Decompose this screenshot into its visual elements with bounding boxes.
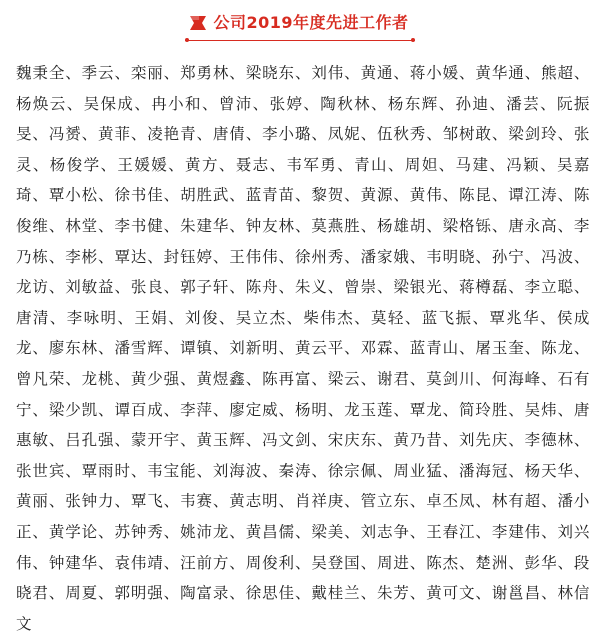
- award-names-list: 魏秉全、季云、栾丽、郑勇林、梁晓东、刘伟、黄通、蒋小媛、黄华通、熊超、杨焕云、吴保成、冉小和、曾沛、张婷、陶秋林、杨东辉、孙迪、潘芸、阮振旻、冯赟、黄菲、凌艳青、唐倩、李小璐、凤妮、伍秋秀、邹树敢、梁剑玲、张灵、杨俊学、王媛媛、黄方、聂志、韦军勇、青山、周妲、马建、冯颖、吴嘉琦、覃小松、徐书佳、胡胜武、蓝青苗、黎贺、黄源、黄伟、陈昆、谭江涛、陈俊维、林堂、李书健、朱建华、钟友林、莫燕胜、杨雄胡、梁格铄、唐永高、李乃栋、李彬、覃达、封钰婷、王伟伟、徐州秀、潘家娥、韦明晓、孙宁、冯波、龙访、刘敏益、张良、郭子轩、陈舟、朱义、曾崇、梁银光、蒋樽磊、李立聪、唐清、李咏明、王娟、刘俊、吴立杰、柴伟杰、莫轻、蓝飞振、覃兆华、侯成龙、廖东林、潘雪辉、谭镇、刘新明、黄云平、邓霖、蓝青山、屠玉奎、陈龙、曾凡荣、龙桃、黄少强、黄煜鑫、陈再富、梁云、谢君、莫剑川、何海峰、石有宁、梁少凯、谭百成、李萍、廖定威、杨明、龙玉莲、覃龙、简玲胜、吴炜、唐惠敏、吕孔强、蒙开宇、黄玉辉、冯文剑、宋庆东、黄乃昔、刘先庆、李德林、张世宾、覃雨时、韦宝能、刘海波、秦涛、徐宗佩、周业猛、潘海冠、杨天华、黄丽、张钟力、覃飞、韦赛、黄志明、肖祥庚、管立东、卓丕凤、林有超、潘小正、黄学论、苏钟秀、姚沛龙、黄昌儒、梁美、刘志争、王春江、李建伟、刘兴伟、钟建华、袁伟靖、汪前方、周俊利、吴登国、周进、陈杰、楚洲、彭华、段晓君、周夏、郭明强、陶富录、徐思佳、戴桂兰、朱芳、黄可文、谢邕昌、林信文: [16, 64, 590, 633]
- red-ribbon-icon: [187, 13, 209, 33]
- title-area: [0, 11, 600, 41]
- title-badge: [185, 11, 414, 41]
- page-title: 公司2019年度先进工作者: [213, 13, 409, 32]
- title-underline: [185, 40, 414, 41]
